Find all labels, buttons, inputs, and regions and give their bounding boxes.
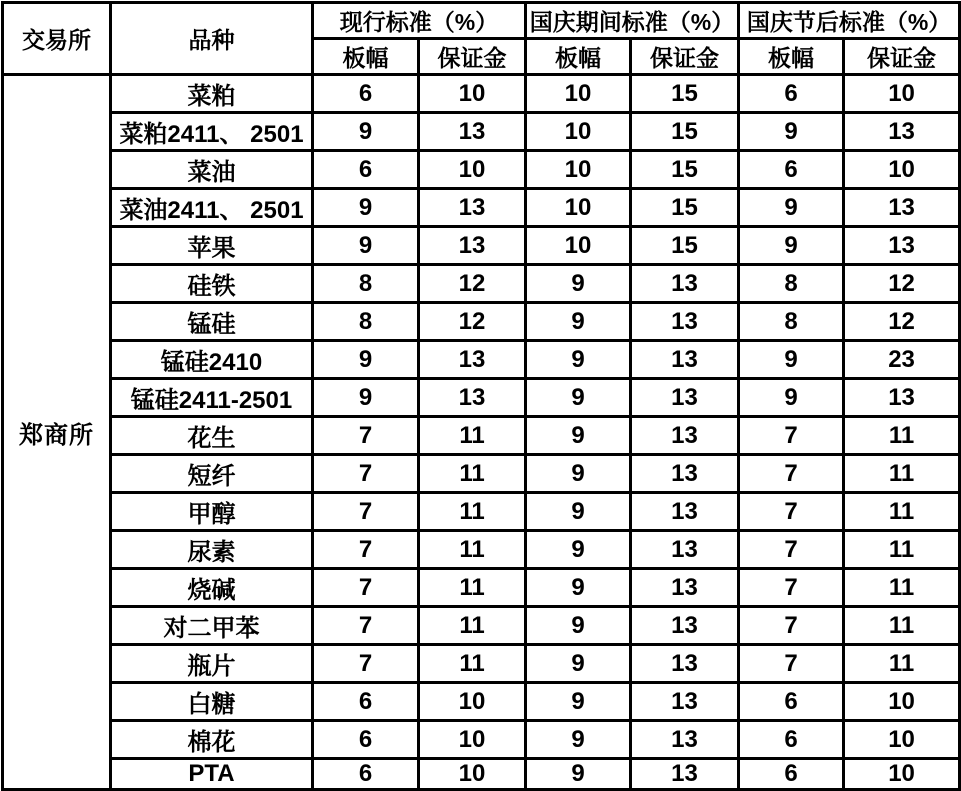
- value-cell: 13: [631, 493, 739, 531]
- value-cell: 6: [739, 75, 844, 113]
- value-cell: 10: [844, 759, 960, 790]
- variety-cell: 菜粕2411、 2501: [111, 113, 313, 151]
- value-cell: 13: [631, 417, 739, 455]
- value-cell: 9: [526, 379, 631, 417]
- value-cell: 9: [739, 189, 844, 227]
- value-cell: 7: [313, 645, 419, 683]
- value-cell: 9: [526, 455, 631, 493]
- value-cell: 7: [313, 531, 419, 569]
- value-cell: 7: [739, 569, 844, 607]
- value-cell: 10: [419, 721, 526, 759]
- table-row: [3, 75, 960, 113]
- table-row: [3, 569, 960, 607]
- value-cell: 13: [631, 607, 739, 645]
- value-cell: 11: [419, 417, 526, 455]
- value-cell: 10: [419, 683, 526, 721]
- variety-cell: 硅铁: [111, 265, 313, 303]
- value-cell: 9: [526, 493, 631, 531]
- value-cell: 10: [526, 113, 631, 151]
- table-row: [3, 303, 960, 341]
- value-cell: 11: [419, 493, 526, 531]
- value-cell: 7: [313, 455, 419, 493]
- holiday-limit-header: 板幅: [526, 39, 631, 75]
- variety-cell: 短纤: [111, 455, 313, 493]
- value-cell: 12: [419, 265, 526, 303]
- variety-cell: 菜油2411、 2501: [111, 189, 313, 227]
- value-cell: 11: [419, 607, 526, 645]
- value-cell: 10: [419, 151, 526, 189]
- value-cell: 9: [526, 531, 631, 569]
- value-cell: 6: [313, 683, 419, 721]
- table-row: [3, 379, 960, 417]
- value-cell: 13: [631, 645, 739, 683]
- value-cell: 13: [631, 569, 739, 607]
- value-cell: 9: [526, 645, 631, 683]
- table-row: [3, 265, 960, 303]
- variety-cell: 花生: [111, 417, 313, 455]
- margin-standards-table: [1, 1, 961, 791]
- exchange-cell: 郑商所: [3, 75, 111, 790]
- value-cell: 9: [313, 189, 419, 227]
- variety-cell: 锰硅2410: [111, 341, 313, 379]
- variety-cell: PTA: [111, 759, 313, 790]
- value-cell: 6: [313, 75, 419, 113]
- value-cell: 15: [631, 75, 739, 113]
- variety-cell: 锰硅2411-2501: [111, 379, 313, 417]
- value-cell: 10: [844, 721, 960, 759]
- value-cell: 10: [526, 151, 631, 189]
- value-cell: 6: [313, 151, 419, 189]
- variety-cell: 菜油: [111, 151, 313, 189]
- value-cell: 7: [739, 417, 844, 455]
- value-cell: 9: [526, 265, 631, 303]
- value-cell: 7: [313, 569, 419, 607]
- value-cell: 13: [844, 379, 960, 417]
- value-cell: 9: [313, 379, 419, 417]
- value-cell: 9: [526, 683, 631, 721]
- value-cell: 11: [844, 493, 960, 531]
- value-cell: 13: [419, 227, 526, 265]
- value-cell: 9: [526, 569, 631, 607]
- value-cell: 9: [526, 341, 631, 379]
- value-cell: 9: [526, 417, 631, 455]
- value-cell: 7: [739, 531, 844, 569]
- variety-cell: 瓶片: [111, 645, 313, 683]
- variety-cell: 锰硅: [111, 303, 313, 341]
- value-cell: 15: [631, 189, 739, 227]
- value-cell: 13: [844, 113, 960, 151]
- value-cell: 7: [313, 607, 419, 645]
- value-cell: 10: [844, 75, 960, 113]
- value-cell: 8: [739, 265, 844, 303]
- table-row: [3, 189, 960, 227]
- variety-column-header: 品种: [111, 3, 313, 75]
- value-cell: 13: [631, 379, 739, 417]
- post-holiday-standard-group-header: 国庆节后标准（%）: [739, 3, 960, 39]
- value-cell: 11: [844, 569, 960, 607]
- table-row: [3, 759, 960, 790]
- exchange-column-header: 交易所: [3, 3, 111, 75]
- current-limit-header: 板幅: [313, 39, 419, 75]
- value-cell: 8: [313, 303, 419, 341]
- table-row: [3, 455, 960, 493]
- value-cell: 13: [631, 341, 739, 379]
- value-cell: 13: [631, 265, 739, 303]
- value-cell: 15: [631, 113, 739, 151]
- value-cell: 12: [844, 265, 960, 303]
- value-cell: 6: [739, 759, 844, 790]
- holiday-margin-header: 保证金: [631, 39, 739, 75]
- table-body: [3, 75, 960, 790]
- value-cell: 10: [844, 151, 960, 189]
- value-cell: 11: [844, 645, 960, 683]
- value-cell: 6: [313, 759, 419, 790]
- table-header: [3, 3, 960, 75]
- value-cell: 13: [631, 721, 739, 759]
- table-row: [3, 113, 960, 151]
- holiday-standard-group-header: 国庆期间标准（%）: [526, 3, 739, 39]
- value-cell: 12: [419, 303, 526, 341]
- value-cell: 7: [739, 607, 844, 645]
- value-cell: 9: [526, 759, 631, 790]
- value-cell: 11: [419, 645, 526, 683]
- value-cell: 9: [313, 113, 419, 151]
- table-row: [3, 341, 960, 379]
- value-cell: 13: [631, 455, 739, 493]
- value-cell: 7: [313, 493, 419, 531]
- value-cell: 11: [419, 455, 526, 493]
- value-cell: 23: [844, 341, 960, 379]
- value-cell: 11: [419, 531, 526, 569]
- value-cell: 9: [739, 379, 844, 417]
- value-cell: 6: [739, 721, 844, 759]
- variety-cell: 甲醇: [111, 493, 313, 531]
- value-cell: 11: [844, 417, 960, 455]
- current-standard-group-header: 现行标准（%）: [313, 3, 526, 39]
- value-cell: 10: [419, 75, 526, 113]
- variety-cell: 烧碱: [111, 569, 313, 607]
- post-holiday-margin-header: 保证金: [844, 39, 960, 75]
- value-cell: 13: [844, 189, 960, 227]
- value-cell: 7: [313, 417, 419, 455]
- value-cell: 6: [739, 151, 844, 189]
- variety-cell: 白糖: [111, 683, 313, 721]
- variety-cell: 菜粕: [111, 75, 313, 113]
- table-row: [3, 607, 960, 645]
- value-cell: 10: [419, 759, 526, 790]
- value-cell: 13: [419, 379, 526, 417]
- value-cell: 11: [844, 531, 960, 569]
- value-cell: 9: [526, 607, 631, 645]
- variety-cell: 对二甲苯: [111, 607, 313, 645]
- value-cell: 7: [739, 645, 844, 683]
- table-row: [3, 683, 960, 721]
- variety-cell: 苹果: [111, 227, 313, 265]
- value-cell: 6: [313, 721, 419, 759]
- value-cell: 7: [739, 493, 844, 531]
- value-cell: 9: [526, 303, 631, 341]
- value-cell: 9: [739, 341, 844, 379]
- value-cell: 8: [313, 265, 419, 303]
- value-cell: 9: [313, 227, 419, 265]
- value-cell: 13: [419, 189, 526, 227]
- table-row: [3, 417, 960, 455]
- post-holiday-limit-header: 板幅: [739, 39, 844, 75]
- value-cell: 10: [526, 189, 631, 227]
- value-cell: 9: [739, 227, 844, 265]
- table-row: [3, 645, 960, 683]
- value-cell: 7: [739, 455, 844, 493]
- table-row: [3, 531, 960, 569]
- table-row: [3, 227, 960, 265]
- value-cell: 12: [844, 303, 960, 341]
- table-row: [3, 493, 960, 531]
- value-cell: 15: [631, 151, 739, 189]
- value-cell: 10: [844, 683, 960, 721]
- value-cell: 10: [526, 75, 631, 113]
- value-cell: 13: [844, 227, 960, 265]
- value-cell: 9: [313, 341, 419, 379]
- variety-cell: 尿素: [111, 531, 313, 569]
- value-cell: 9: [739, 113, 844, 151]
- value-cell: 9: [526, 721, 631, 759]
- table-row: [3, 721, 960, 759]
- group-header-row: [3, 3, 960, 39]
- value-cell: 11: [844, 455, 960, 493]
- value-cell: 15: [631, 227, 739, 265]
- value-cell: 13: [631, 683, 739, 721]
- value-cell: 8: [739, 303, 844, 341]
- value-cell: 13: [419, 341, 526, 379]
- variety-cell: 棉花: [111, 721, 313, 759]
- value-cell: 11: [419, 569, 526, 607]
- value-cell: 13: [631, 303, 739, 341]
- current-margin-header: 保证金: [419, 39, 526, 75]
- value-cell: 13: [631, 531, 739, 569]
- value-cell: 13: [419, 113, 526, 151]
- value-cell: 13: [631, 759, 739, 790]
- value-cell: 10: [526, 227, 631, 265]
- table-row: [3, 151, 960, 189]
- value-cell: 6: [739, 683, 844, 721]
- value-cell: 11: [844, 607, 960, 645]
